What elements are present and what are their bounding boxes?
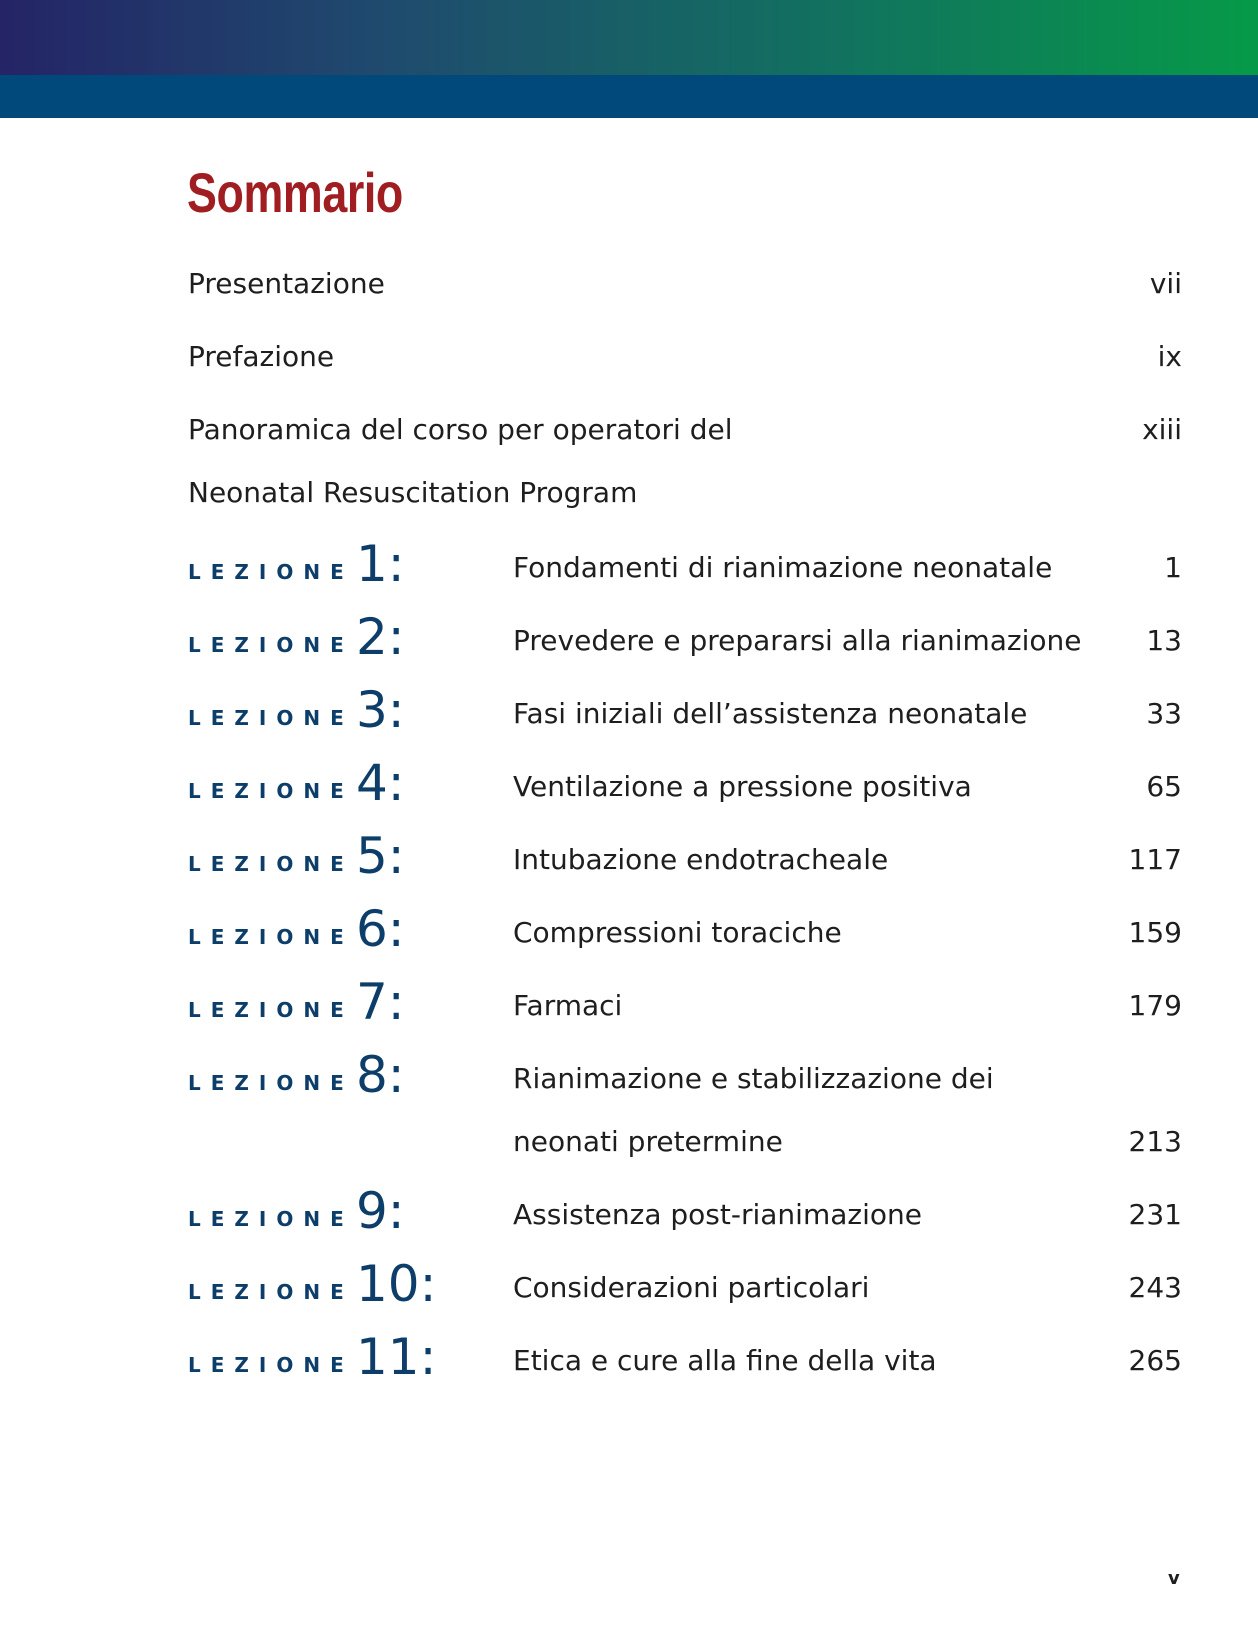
lesson-page: 33 bbox=[1146, 697, 1182, 730]
lesson-page: 231 bbox=[1128, 1198, 1182, 1231]
toc-entry-page: vii bbox=[1149, 267, 1182, 300]
toc-lesson-11[interactable] bbox=[188, 1328, 1182, 1391]
lesson-title: Prevedere e prepararsi alla rianimazione bbox=[513, 624, 1082, 657]
toc-lesson-7[interactable] bbox=[188, 973, 1182, 1036]
lesson-number: 10: bbox=[356, 1255, 437, 1313]
toc-lesson-8[interactable] bbox=[188, 1046, 1182, 1158]
page-title: Sommario bbox=[187, 161, 403, 224]
lesson-number: 1: bbox=[356, 535, 405, 593]
toc-entry-label: Prefazione bbox=[188, 340, 335, 373]
lesson-title: Intubazione endotracheale bbox=[513, 843, 889, 876]
toc-lesson-4[interactable] bbox=[188, 754, 1182, 817]
lesson-title: Rianimazione e stabilizzazione dei bbox=[513, 1062, 994, 1095]
lesson-number: 5: bbox=[356, 827, 405, 885]
lesson-page: 243 bbox=[1128, 1271, 1182, 1304]
toc-lesson-3[interactable] bbox=[188, 681, 1182, 744]
toc-entry-label: Panoramica del corso per operatori del bbox=[188, 413, 733, 446]
lesson-word: LEZIONE bbox=[188, 706, 354, 730]
lesson-word: LEZIONE bbox=[188, 1280, 354, 1304]
lesson-page: 213 bbox=[1128, 1125, 1182, 1158]
lesson-page: 65 bbox=[1146, 770, 1182, 803]
toc-lesson-9[interactable] bbox=[188, 1182, 1182, 1245]
lesson-word: LEZIONE bbox=[188, 925, 354, 949]
toc-lesson-2[interactable] bbox=[188, 608, 1182, 671]
header-gradient-band bbox=[0, 0, 1258, 75]
lesson-title: Fondamenti di rianimazione neonatale bbox=[513, 551, 1053, 584]
lesson-number: 11: bbox=[356, 1328, 437, 1386]
lesson-title: Assistenza post-rianimazione bbox=[513, 1198, 922, 1231]
lesson-word: LEZIONE bbox=[188, 779, 354, 803]
page-number: v bbox=[1168, 1568, 1180, 1589]
header-band bbox=[0, 0, 1258, 118]
toc-entry-page: xiii bbox=[1142, 413, 1182, 446]
lesson-number: 9: bbox=[356, 1182, 405, 1240]
lesson-number: 8: bbox=[356, 1046, 405, 1104]
lesson-word: LEZIONE bbox=[188, 998, 354, 1022]
lesson-page: 13 bbox=[1146, 624, 1182, 657]
lesson-title: Etica e cure alla fine della vita bbox=[513, 1344, 937, 1377]
lesson-title: Farmaci bbox=[513, 989, 623, 1022]
lesson-title: Fasi iniziali dell’assistenza neonatale bbox=[513, 697, 1028, 730]
lesson-title: Considerazioni particolari bbox=[513, 1271, 870, 1304]
lesson-number: 4: bbox=[356, 754, 405, 812]
lesson-number: 6: bbox=[356, 900, 405, 958]
lesson-title: Ventilazione a pressione positiva bbox=[513, 770, 972, 803]
lesson-number: 3: bbox=[356, 681, 405, 739]
lesson-word: LEZIONE bbox=[188, 1207, 354, 1231]
header-blue-band bbox=[0, 75, 1258, 118]
lesson-page: 159 bbox=[1128, 916, 1182, 949]
lesson-title-continued: neonati pretermine bbox=[513, 1125, 783, 1158]
toc-entry-page: ix bbox=[1157, 340, 1182, 373]
lesson-number: 2: bbox=[356, 608, 405, 666]
toc-lesson-10[interactable] bbox=[188, 1255, 1182, 1318]
lesson-word: LEZIONE bbox=[188, 1353, 354, 1377]
toc-lesson-1[interactable] bbox=[188, 535, 1182, 598]
lesson-word: LEZIONE bbox=[188, 852, 354, 876]
toc-entry-label: Presentazione bbox=[188, 267, 385, 300]
toc-lesson-5[interactable] bbox=[188, 827, 1182, 890]
lesson-page: 1 bbox=[1164, 551, 1182, 584]
toc-lesson-6[interactable] bbox=[188, 900, 1182, 963]
lesson-title: Compressioni toraciche bbox=[513, 916, 842, 949]
toc-entry-label: Neonatal Resuscitation Program bbox=[188, 476, 638, 509]
lesson-page: 179 bbox=[1128, 989, 1182, 1022]
lesson-word: LEZIONE bbox=[188, 1071, 354, 1095]
lesson-number: 7: bbox=[356, 973, 405, 1031]
lesson-word: LEZIONE bbox=[188, 633, 354, 657]
lesson-page: 117 bbox=[1128, 843, 1182, 876]
lesson-word: LEZIONE bbox=[188, 560, 354, 584]
lesson-page: 265 bbox=[1128, 1344, 1182, 1377]
